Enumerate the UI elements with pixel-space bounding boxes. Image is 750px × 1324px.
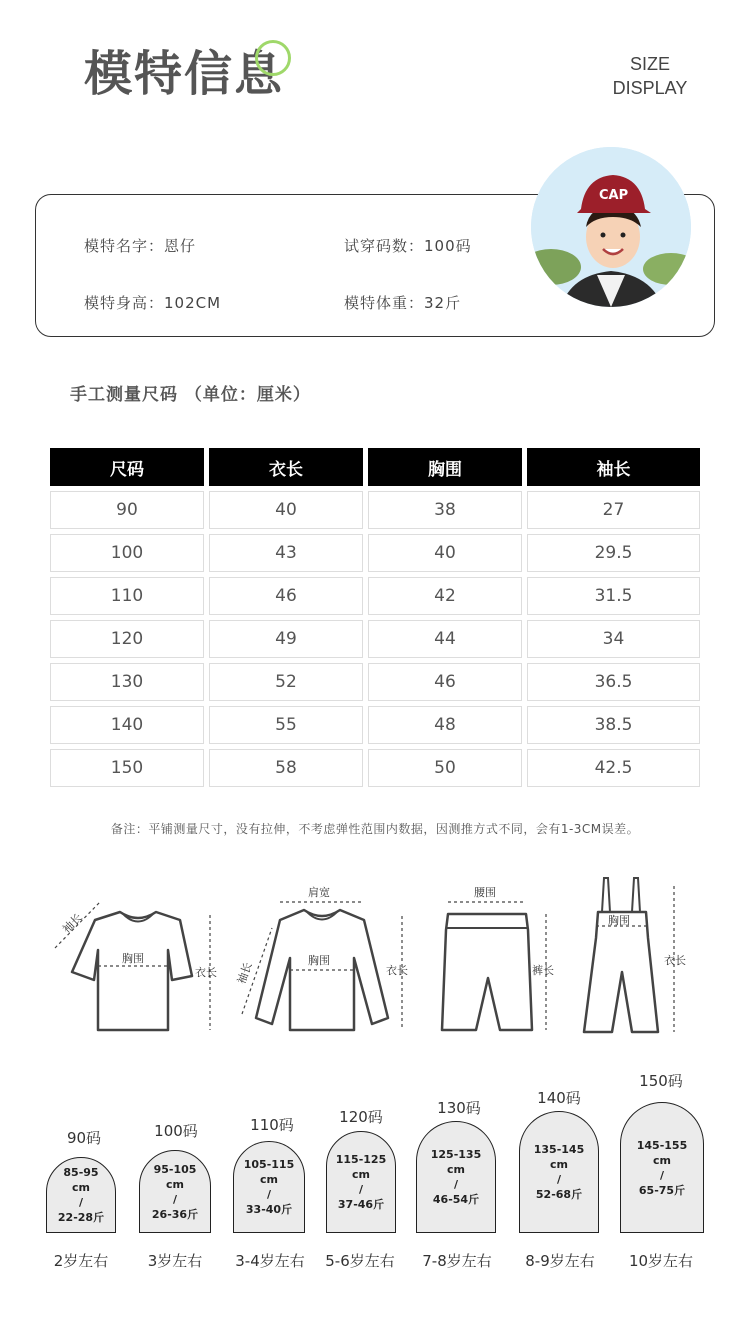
model-size-worn: 试穿码数：100码: [344, 237, 472, 255]
size-sep: /: [556, 1173, 562, 1186]
table-header-cell: 衣长: [209, 448, 363, 486]
longsleeve-chest-label: 胸围: [308, 954, 330, 967]
size-unit: cm: [447, 1163, 465, 1176]
table-cell: 38: [368, 491, 522, 529]
table-header-row: [50, 448, 700, 486]
size-label-100: 100码: [154, 1122, 198, 1140]
table-row: [50, 706, 700, 744]
size-sep: /: [453, 1178, 459, 1191]
table-cell: 34: [527, 620, 700, 658]
longsleeve-diagram: [232, 878, 412, 1038]
size-unit: cm: [352, 1168, 370, 1181]
shorts-length-label: 裤长: [532, 964, 554, 977]
size-label-90: 90码: [66, 1129, 102, 1147]
table-row: [50, 663, 700, 701]
table-cell: 40: [209, 491, 363, 529]
size-height: 115-125: [335, 1153, 387, 1166]
tshirt-chest-label: 胸围: [122, 952, 144, 965]
table-cell: 90: [50, 491, 204, 529]
size-display-caption: [600, 52, 700, 100]
tshirt-sleeve-label: 袖长: [60, 911, 85, 936]
size-card-140: [519, 1111, 599, 1233]
size-label-130: 130码: [437, 1099, 481, 1117]
longsleeve-length-label: 衣长: [386, 964, 408, 977]
table-cell: 100: [50, 534, 204, 572]
table-cell: 40: [368, 534, 522, 572]
table-cell: 110: [50, 577, 204, 615]
table-row: [50, 491, 700, 529]
size-label-150: 150码: [639, 1072, 683, 1090]
age-label-120: 5-6岁左右: [325, 1252, 395, 1270]
table-header-cell: 尺码: [50, 448, 204, 486]
size-height: 135-145: [533, 1143, 585, 1156]
table-header-cell: 胸围: [368, 448, 522, 486]
size-height: 145-155: [636, 1138, 688, 1152]
size-unit: cm: [166, 1177, 184, 1191]
size-sep: /: [266, 1188, 272, 1201]
size-display-line1: SIZE: [629, 54, 670, 74]
size-display-line2: DISPLAY: [612, 78, 688, 98]
table-cell: 29.5: [527, 534, 700, 572]
size-weight: 46-54斤: [432, 1193, 480, 1206]
size-weight: 33-40斤: [245, 1203, 293, 1216]
size-unit: cm: [550, 1158, 568, 1171]
size-sep: /: [172, 1192, 178, 1206]
table-cell: 38.5: [527, 706, 700, 744]
table-cell: 31.5: [527, 577, 700, 615]
size-label-140: 140码: [537, 1089, 581, 1107]
overalls-length-label: 衣长: [664, 954, 686, 967]
table-cell: 49: [209, 620, 363, 658]
age-label-150: 10岁左右: [628, 1252, 694, 1270]
model-weight: 模特体重：32斤: [344, 294, 462, 312]
size-label-110: 110码: [250, 1116, 294, 1134]
table-cell: 36.5: [527, 663, 700, 701]
table-row: [50, 534, 700, 572]
size-card-120: [326, 1131, 396, 1233]
age-label-140: 8-9岁左右: [525, 1252, 595, 1270]
table-cell: 27: [527, 491, 700, 529]
overalls-diagram: [574, 872, 694, 1040]
table-cell: 44: [368, 620, 522, 658]
size-weight: 65-75斤: [638, 1183, 686, 1197]
size-card-150: [620, 1102, 704, 1233]
overalls-chest-label: 胸围: [608, 914, 630, 927]
model-avatar: [531, 147, 691, 307]
size-height: 125-135: [430, 1148, 482, 1161]
size-height: 85-95: [63, 1166, 99, 1179]
size-card-90: [46, 1157, 116, 1233]
table-cell: 140: [50, 706, 204, 744]
size-label-120: 120码: [339, 1108, 383, 1126]
table-cell: 50: [368, 749, 522, 787]
table-cell: 120: [50, 620, 204, 658]
measurement-section-title: 手工测量尺码 （单位：厘米）: [70, 385, 311, 405]
shorts-diagram: [428, 878, 563, 1038]
title-accent-circle: [255, 40, 291, 76]
tshirt-length-label: 衣长: [195, 966, 217, 979]
table-cell: 55: [209, 706, 363, 744]
table-cell: 46: [209, 577, 363, 615]
age-label-130: 7-8岁左右: [422, 1252, 492, 1270]
size-weight: 26-36斤: [151, 1207, 199, 1221]
table-cell: 42: [368, 577, 522, 615]
age-label-110: 3-4岁左右: [235, 1252, 305, 1270]
table-row: [50, 577, 700, 615]
size-card-130: [416, 1121, 496, 1233]
size-card-100: [139, 1150, 211, 1233]
table-cell: 43: [209, 534, 363, 572]
size-height: 105-115: [243, 1158, 295, 1171]
size-sep: /: [358, 1183, 364, 1196]
size-unit: cm: [653, 1153, 671, 1167]
size-table: [50, 448, 700, 792]
longsleeve-sleeve-label: 袖长: [234, 960, 255, 986]
size-weight: 22-28斤: [57, 1211, 105, 1224]
size-sep: /: [78, 1196, 84, 1209]
size-weight: 52-68斤: [535, 1188, 583, 1201]
cap-text: CAP: [599, 188, 629, 203]
model-name: 模特名字：恩仔: [84, 237, 197, 255]
age-label-90: 2岁左右: [53, 1252, 109, 1270]
size-card-110: [233, 1141, 305, 1233]
age-label-100: 3岁左右: [147, 1252, 203, 1270]
table-cell: 52: [209, 663, 363, 701]
table-row: [50, 620, 700, 658]
page-title: 模特信息: [84, 46, 285, 102]
size-weight: 37-46斤: [337, 1198, 385, 1211]
table-header-cell: 袖长: [527, 448, 700, 486]
table-cell: 46: [368, 663, 522, 701]
size-height: 95-105: [153, 1162, 197, 1176]
tshirt-diagram: [50, 890, 225, 1040]
longsleeve-shoulder-label: 肩宽: [308, 886, 330, 899]
shorts-waist-label: 腰围: [474, 886, 496, 899]
table-cell: 42.5: [527, 749, 700, 787]
size-unit: cm: [72, 1181, 90, 1194]
size-unit: cm: [260, 1173, 278, 1186]
size-sep: /: [659, 1168, 665, 1182]
table-cell: 130: [50, 663, 204, 701]
table-cell: 58: [209, 749, 363, 787]
measurement-note: 备注：平铺测量尺寸，没有拉伸，不考虑弹性范围内数据，因测推方式不同，会有1-3CM误差。: [110, 822, 640, 836]
model-height: 模特身高：102CM: [84, 294, 222, 312]
table-row: [50, 749, 700, 787]
table-cell: 48: [368, 706, 522, 744]
table-cell: 150: [50, 749, 204, 787]
